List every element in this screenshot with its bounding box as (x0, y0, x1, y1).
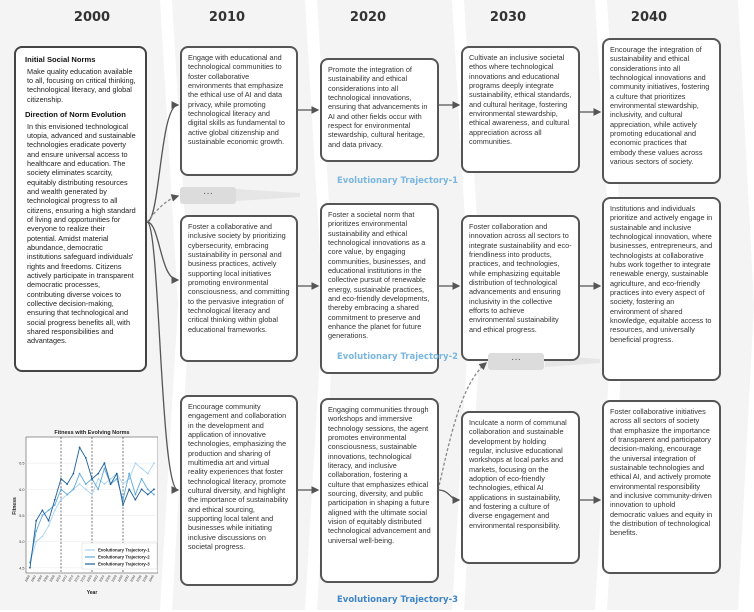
chart-point-series-3 (97, 473, 99, 475)
traj1-2020-box: Promote the integration of sustainability and ethical considerations into all technological innovations, ensuring that advancements in AI and other fields occur with respect for environmental stewardship, cultural heritage, and data privacy. (320, 58, 439, 162)
ellipsis-2010: ··· (180, 187, 236, 204)
traj2-2040-box: Institutions and individuals prioritize and actively engage in sustainable and inclusive technological innovation, where businesses, entrepreneurs, and technologists at collaborative hubs work together to integrate renewable energy, sustainable agriculture, and eco-friendly practices into every aspect of society, fostering an environment of shared knowledge, equitable access to resources, and universally beneficial progress. (602, 197, 721, 381)
chart-point-series-3 (116, 473, 118, 475)
traj1-2030-box: Cultivate an inclusive societal ethos where technological innovations and educational programs deeply integrate sustainability, ethical standards, and cultural heritage, fostering environmental stewardship, ethical awareness, and cultural appreciation across all communities. (461, 46, 580, 173)
chart-point-series-1 (48, 525, 50, 527)
chart-point-series-2 (85, 483, 87, 485)
chart-xtick-label: 2016 (73, 574, 81, 583)
traj1-label: Evolutionary Trajectory-1 (337, 176, 459, 186)
traj1-2040-box: Encourage the integration of sustainability and ethical considerations into all technological innovations and community initiatives, fostering a culture that prioritizes environmental stewardship, inclusivity, and cultural appreciation, while actively promoting educational and economic practices that embody these values across various sectors of society. (602, 38, 721, 184)
chart-xtick-label: 2038 (141, 574, 149, 583)
chart-xtick-label: 2018 (79, 574, 87, 583)
chart-point-series-1 (42, 535, 44, 537)
chart-title: Fitness with Evolving Norms (54, 430, 130, 436)
traj3-2040-box: Foster collaborative initiatives across all sectors of society that emphasize the importance of transparent and participatory decision-making, encourage the universal integration of sustainable technologies and ethical AI, and actively promote environmental responsibility and inclusive community-driven innovation to uphold democratic values and equity in the distribution of technological benefits. (602, 400, 721, 574)
traj3-label: Evolutionary Trajectory-3 (337, 595, 459, 605)
chart-xtick-label: 2012 (61, 574, 69, 583)
chart-point-series-3 (42, 509, 44, 511)
chart-ytick-label: 6.5 (19, 461, 25, 466)
chart-point-series-3 (110, 483, 112, 485)
chart-point-series-3 (135, 499, 137, 501)
chart-xtick-label: 2000 (23, 574, 31, 583)
chart-point-series-3 (85, 457, 87, 459)
chart-xtick-label: 2026 (104, 574, 112, 583)
chart-point-series-2 (66, 494, 68, 496)
chart-point-series-3 (79, 447, 81, 449)
chart-xlabel: Year (86, 590, 98, 596)
chart-point-series-2 (42, 515, 44, 517)
chart-xtick-label: 2022 (92, 574, 100, 583)
chart-point-series-2 (79, 473, 81, 475)
chart-xtick-label: 2008 (48, 574, 56, 583)
chart-point-series-2 (141, 478, 143, 480)
year-2020: 2020 (349, 10, 387, 25)
initial-norms-heading: Initial Social Norms (25, 55, 96, 64)
chart-point-series-3 (35, 520, 37, 522)
fitness-chart (10, 426, 158, 612)
chart-xtick-label: 2032 (123, 574, 131, 583)
chart-xtick-label: 2028 (110, 574, 118, 583)
chart-point-series-1 (122, 483, 124, 485)
chart-point-series-1 (153, 462, 155, 464)
chart-point-series-1 (91, 494, 93, 496)
chart-xtick-label: 2036 (135, 574, 143, 583)
chart-ytick-label: 5.0 (19, 540, 25, 545)
initial-norms-box (14, 46, 147, 372)
chart-point-series-1 (141, 467, 143, 469)
chart-point-series-3 (91, 478, 93, 480)
chart-xtick-label: 2034 (129, 574, 137, 583)
traj2-2010-box: Foster a collaborative and inclusive society by prioritizing cybersecurity, embracing sustainability in personal and business practices, actively supporting local initiatives promoting environmental consciousness, and committing to the pervasive integration of technological literacy and critical thinking within global educational frameworks. (180, 215, 298, 362)
chart-point-series-2 (97, 488, 99, 490)
chart-xtick-label: 2006 (42, 574, 50, 583)
chart-point-series-2 (48, 509, 50, 511)
chart-point-series-3 (153, 488, 155, 490)
year-2040: 2040 (630, 10, 668, 25)
chart-ytick-label: 4.5 (19, 566, 25, 571)
chart-point-series-1 (60, 499, 62, 501)
chart-point-series-2 (135, 494, 137, 496)
chart-ytick-label: 6.0 (19, 487, 25, 492)
chart-xtick-label: 2014 (67, 574, 75, 583)
chart-xtick-label: 2040 (147, 574, 155, 583)
chart-point-series-1 (147, 473, 149, 475)
traj3-2010-box: Encourage community engagement and collaboration in the development and application of innovative technologies, emphasizing the production and sharing of multimedia art and virtual reality experiences that foster technological literacy, promote cultural diversity, and highlight the importance of sustainability and ethical sourcing, supporting local talent and businesses while initiating inclusive discussions on societal progress. (180, 395, 298, 586)
chart-point-series-3 (73, 473, 75, 475)
traj2-label: Evolutionary Trajectory-2 (337, 352, 459, 362)
chart-ytick-label: 5.5 (19, 513, 25, 518)
chart-point-series-3 (104, 462, 106, 464)
traj3-2020-box: Engaging communities through workshops and immersive technology sessions, the agent promotes environmental consciousness, sustainable innovations, technological literacy, and inclusive collaboration, fostering a culture that emphasizes ethical sourcing, diversity, and public participation in shaping a future aligned with the ultimate social vision of equitably distributed technological advancement and universal well-being. (320, 398, 439, 583)
chart-point-series-2 (54, 504, 56, 506)
chart-point-series-1 (54, 509, 56, 511)
chart-point-series-2 (147, 488, 149, 490)
chart-legend-label-1: Evolutionary Trajectory-1 (98, 547, 150, 553)
chart-point-series-3 (122, 504, 124, 506)
chart-point-series-1 (110, 478, 112, 480)
chart-point-series-1 (85, 488, 87, 490)
chart-point-series-3 (66, 483, 68, 485)
chart-point-series-1 (135, 462, 137, 464)
chart-ylabel: Fitness (12, 497, 18, 515)
ellipsis-2030: ··· (488, 353, 544, 370)
year-2030: 2030 (489, 10, 527, 25)
chart-point-series-2 (153, 494, 155, 496)
direction-heading: Direction of Norm Evolution (25, 110, 126, 120)
chart-point-series-3 (29, 567, 31, 569)
chart-point-series-2 (128, 473, 130, 475)
chart-xtick-label: 2004 (36, 574, 44, 583)
chart-point-series-3 (48, 520, 50, 522)
chart-point-series-3 (128, 488, 130, 490)
chart-point-series-2 (104, 467, 106, 469)
chart-xtick-label: 2010 (54, 574, 62, 583)
chart-point-series-2 (60, 488, 62, 490)
chart-point-series-3 (60, 478, 62, 480)
traj3-2030-box: Inculcate a norm of communal collaboration and sustainable development by holding regular, inclusive educational workshops at local parks and markets, focusing on the adoption of eco-friendly technologies, ethical AI applications in sustainability, and fostering a culture of diverse engagement and environmental responsibility. (461, 411, 580, 564)
initial-norms-text: Make quality education available to all, focusing on critical thinking, technological literacy, and global citizenship. (27, 66, 136, 104)
chart-xtick-label: 2020 (85, 574, 93, 583)
traj1-2010-box: Engage with educational and technological communities to foster collaborative environments that emphasize the ethical use of AI and data privacy, while promoting technological literacy and digital skills as fundamental to active global citizenship and sustainable economic growth. (180, 46, 298, 176)
chart-point-series-2 (35, 530, 37, 532)
chart-point-series-1 (104, 483, 106, 485)
year-2000: 2000 (73, 10, 111, 25)
chart-legend-label-3: Evolutionary Trajectory-3 (98, 561, 150, 567)
traj2-2020-box: Foster a societal norm that prioritizes environmental sustainability and ethical technological innovations as a core value, by engaging communities, businesses, and educational institutions in the collective pursuit of renewable energy, sustainable practices, and eco-friendly developments, thereby embracing a shared commitment to preserve and enhance the planet for future generations. (320, 203, 439, 374)
chart-point-series-2 (73, 488, 75, 490)
chart-point-series-3 (141, 488, 143, 490)
direction-text: In this envisioned technological utopia, advanced and sustainable technologies eradicate poverty and ensure universal access to healthcare and education. The society eliminates scarcity, equitably distributing resources and wealth generated by technological progress to all citizens, ensuring a high standard of living and opportunities for everyone to realize their potential. Amidst material abundance, democratic institutions safeguard individuals' rights and freedoms. Citizens actively participate in transparent democratic processes, contributing diverse voices to collective decision-making, ensuring that technological and social progress benefits all, with shared responsibilities and advantages. (27, 121, 136, 346)
year-2010: 2010 (208, 10, 246, 25)
chart-point-series-1 (35, 541, 37, 543)
chart-xtick-label: 2024 (98, 574, 106, 583)
chart-point-series-3 (54, 499, 56, 501)
chart-xtick-label: 2002 (30, 574, 38, 583)
chart-legend-label-2: Evolutionary Trajectory-2 (98, 554, 150, 560)
chart-point-series-1 (97, 478, 99, 480)
traj2-2030-box: Foster collaboration and innovation across all sectors to integrate sustainability and eco-friendliness into products, practices, and technologies, while emphasizing equitable distribution of technological advancements and ensuring inclusivity in the collective efforts to achieve environmental sustainability and ethical progress. (461, 215, 580, 361)
chart-xtick-label: 2030 (116, 574, 124, 583)
chart-point-series-3 (147, 494, 149, 496)
chart-point-series-1 (79, 483, 81, 485)
